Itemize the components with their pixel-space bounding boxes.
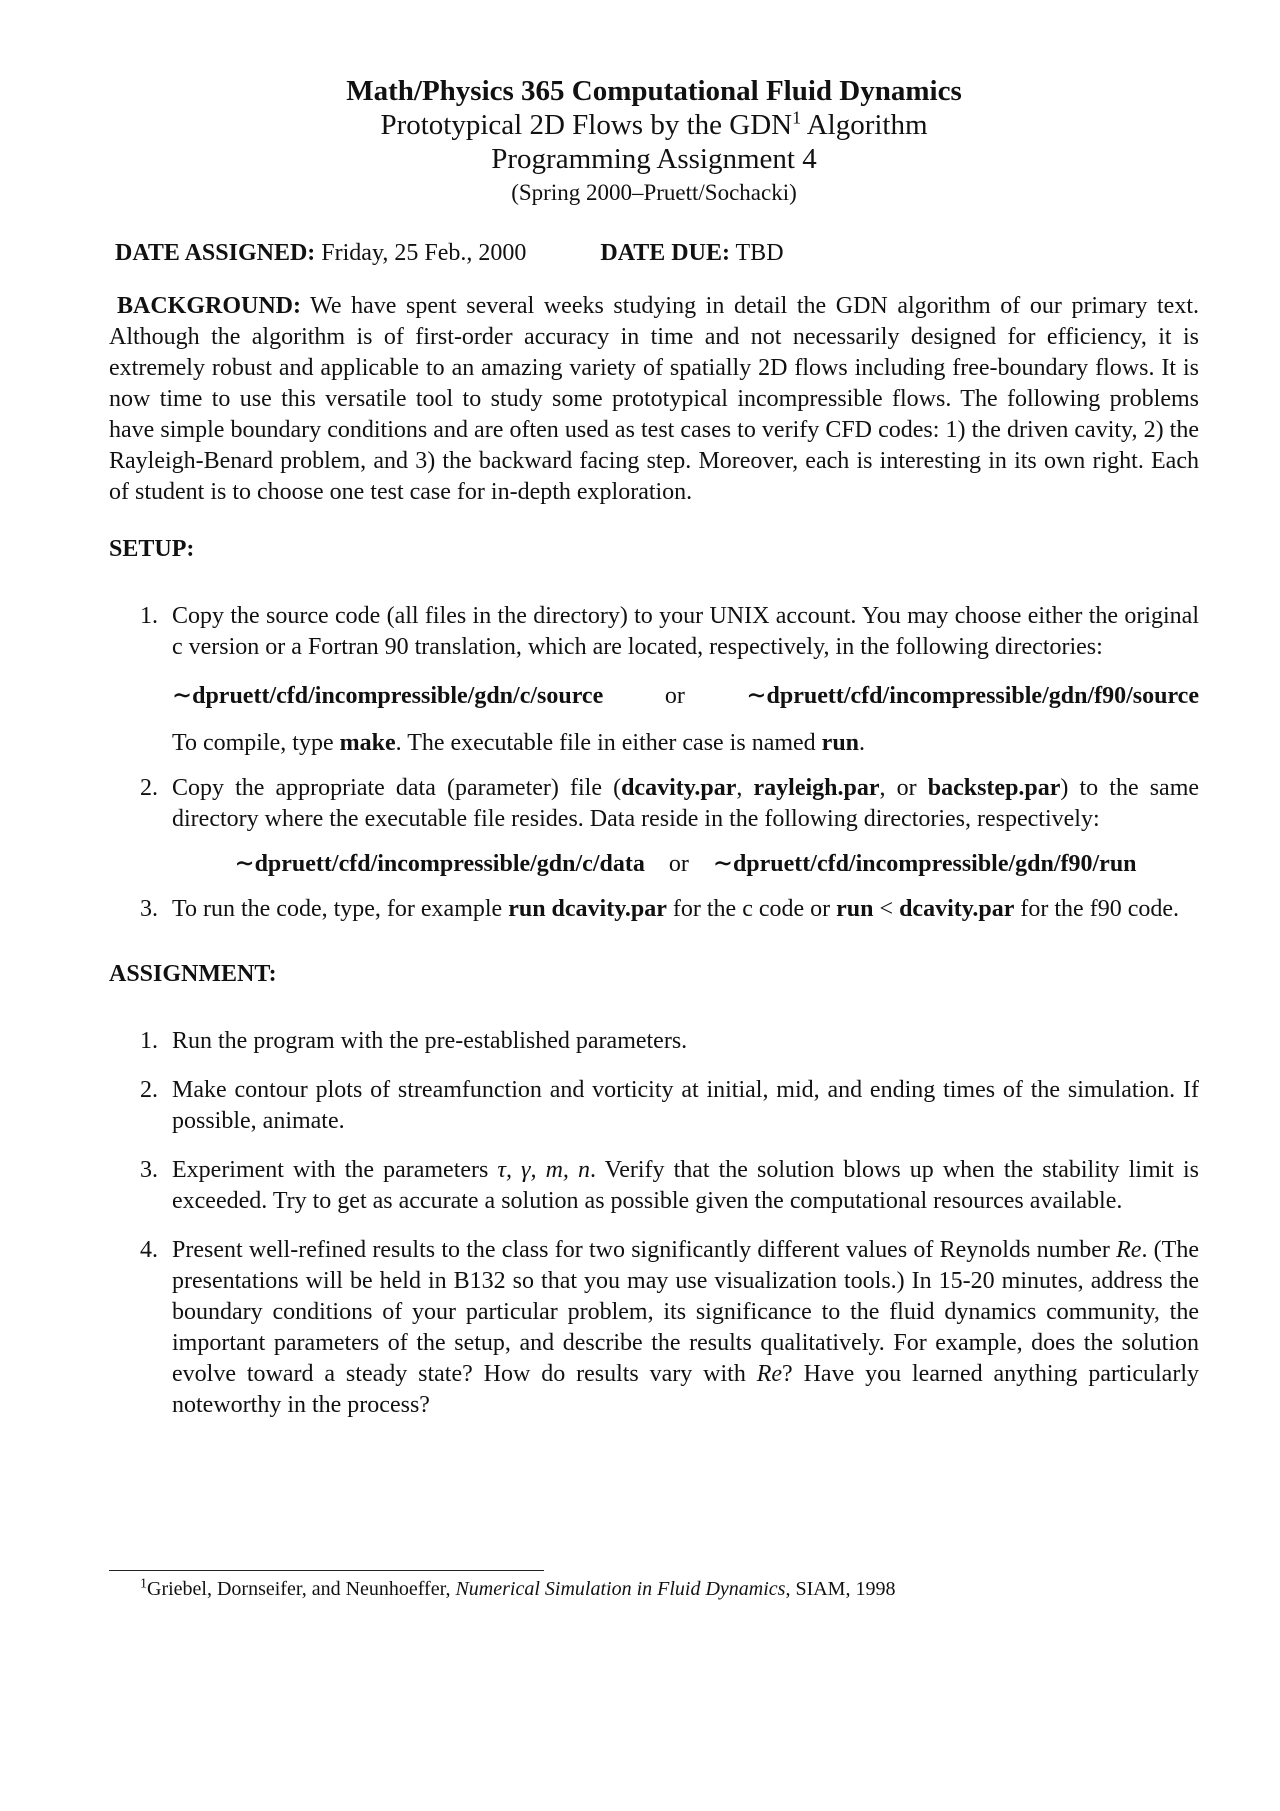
footnote: $^1$Griebel, Dornseifer, and Neunhoeffer, Numerical Simulation in Fluid Dynamics, SIAM, 1998 [140, 1576, 896, 1600]
assignment-number: Programming Assignment 4 [491, 143, 817, 176]
background-paragraph [109, 291, 1199, 508]
assignment-subtitle: Prototypical 2D Flows by the GDN$^1$ Algorithm [380, 107, 928, 142]
date-assigned-value: Friday, 25 Feb., 2000 [315, 239, 527, 266]
assignment-list [109, 1026, 1199, 1421]
assignment-heading: ASSIGNMENT: [109, 960, 277, 987]
compile-note: To compile, type make. The executable file in either case is named run. [172, 729, 866, 756]
assignment-item-3: 3. Experiment with the parameters τ, γ, m, n. Verify that the solution blows up when the stability limit is exceeded. Try to get as accurate a solution as possible given the computational resources available. [140, 1156, 1199, 1214]
setup-item-1: 1. Copy the source code (all files in the directory) to your UNIX account. You may choose either the original c version or a Fortran 90 translation, which are located, respectively, in the following directories: ∼dpruett/cfd/incompressible/gdn/c/source or ∼dpruett/cfd/incompressible/gdn/f90/source To compile, type make. The executable file in either case is named run. [109, 601, 1199, 759]
source-paths: ∼dpruett/cfd/incompressible/gdn/c/source or ∼dpruett/cfd/incompressible/gdn/f90/source [172, 681, 1199, 712]
setup-item-1-text: Copy the source code (all files in the directory) to your UNIX account. You may choose either the original c version or a Fortran 90 translation, which are located, respectively, in the following directories: [172, 602, 1199, 660]
source-path-c: ∼dpruett/cfd/incompressible/gdn/c/source [172, 682, 604, 709]
data-path-c: ∼dpruett/cfd/incompressible/gdn/c/data [234, 850, 645, 877]
setup-item-3-text: To run the code, type, for example run dcavity.par for the c code or run < dcavity.par for the f90 code. [172, 895, 1180, 922]
setup-heading: SETUP: [109, 535, 195, 562]
term-line: (Spring 2000–Pruett/Sochacki) [511, 179, 797, 205]
book-title: Numerical Simulation in Fluid Dynamics [455, 1578, 786, 1600]
source-path-f90: ∼dpruett/cfd/incompressible/gdn/f90/source [746, 682, 1199, 709]
assignment-item-4: 4. Present well-refined results to the class for two significantly different values of Reynolds number Re. (The presentations will be held in B132 so that you may use visualization tools.) In 15-20 minutes, address the boundary conditions of your particular problem, its significance to the fluid dynamics community, the important parameters of the setup, and describe the results qualitatively. For example, does the solution evolve toward a steady state? How do results vary with Re? Have you learned anything particularly noteworthy in the process? [140, 1236, 1199, 1418]
footnote-divider [109, 1570, 544, 1571]
footnote-ref: 1 [792, 107, 802, 128]
background-text: We have spent several weeks studying in detail the GDN algorithm of our primary text. Although the algorithm is of first-order accuracy in time and not necessarily designed for efficiency, it is extremely robust and applicable to an amazing variety of spatially 2D flows including free-boundary flows. It is now time to use this versatile tool to study some prototypical incompressible flows. The following problems have simple boundary conditions and are often used as test cases to verify CFD codes: 1) the driven cavity, 2) the Rayleigh-Benard problem, and 3) the backward facing step. Moreover, each is interesting in its own right. Each of student is to choose one test case for in-depth exploration. [109, 292, 1199, 505]
assignment-item-1: 1. Run the program with the pre-established parameters. [140, 1027, 688, 1054]
title-block [109, 74, 1199, 206]
setup-item-2: 2. Copy the appropriate data (parameter) file (dcavity.par, rayleigh.par, or backstep.par) to the same directory where the executable file resides. Data reside in the following directories, respectively: ∼dpruett/cfd/incompressible/gdn/c/data or ∼dpruett/cfd/incompressible/gdn/f90/run [109, 773, 1199, 880]
document-page [109, 74, 1199, 1421]
parameter-list: τ, γ, m, n [497, 1156, 590, 1183]
setup-list [109, 601, 1199, 925]
data-paths: ∼dpruett/cfd/incompressible/gdn/c/data or ∼dpruett/cfd/incompressible/gdn/f90/run [172, 849, 1199, 880]
dates-line [109, 240, 1199, 267]
assignment-item-2: 2. Make contour plots of streamfunction and vorticity at initial, mid, and ending times of the simulation. If possible, animate. [140, 1076, 1199, 1134]
setup-item-2-text: Copy the appropriate data (parameter) file (dcavity.par, rayleigh.par, or backstep.par) to the same directory where the executable file resides. Data reside in the following directories, respectively: [172, 774, 1200, 832]
course-title: Math/Physics 365 Computational Fluid Dynamics [346, 75, 962, 107]
date-due-value: TBD [729, 239, 784, 266]
background-label: BACKGROUND: [117, 292, 301, 319]
date-assigned-label: DATE ASSIGNED: [115, 239, 316, 266]
data-path-f90: ∼dpruett/cfd/incompressible/gdn/f90/run [712, 850, 1137, 877]
setup-item-3: 3. To run the code, type, for example run dcavity.par for the c code or run < dcavity.par for the f90 code. [109, 894, 1199, 925]
date-due-label: DATE DUE: [600, 239, 730, 266]
